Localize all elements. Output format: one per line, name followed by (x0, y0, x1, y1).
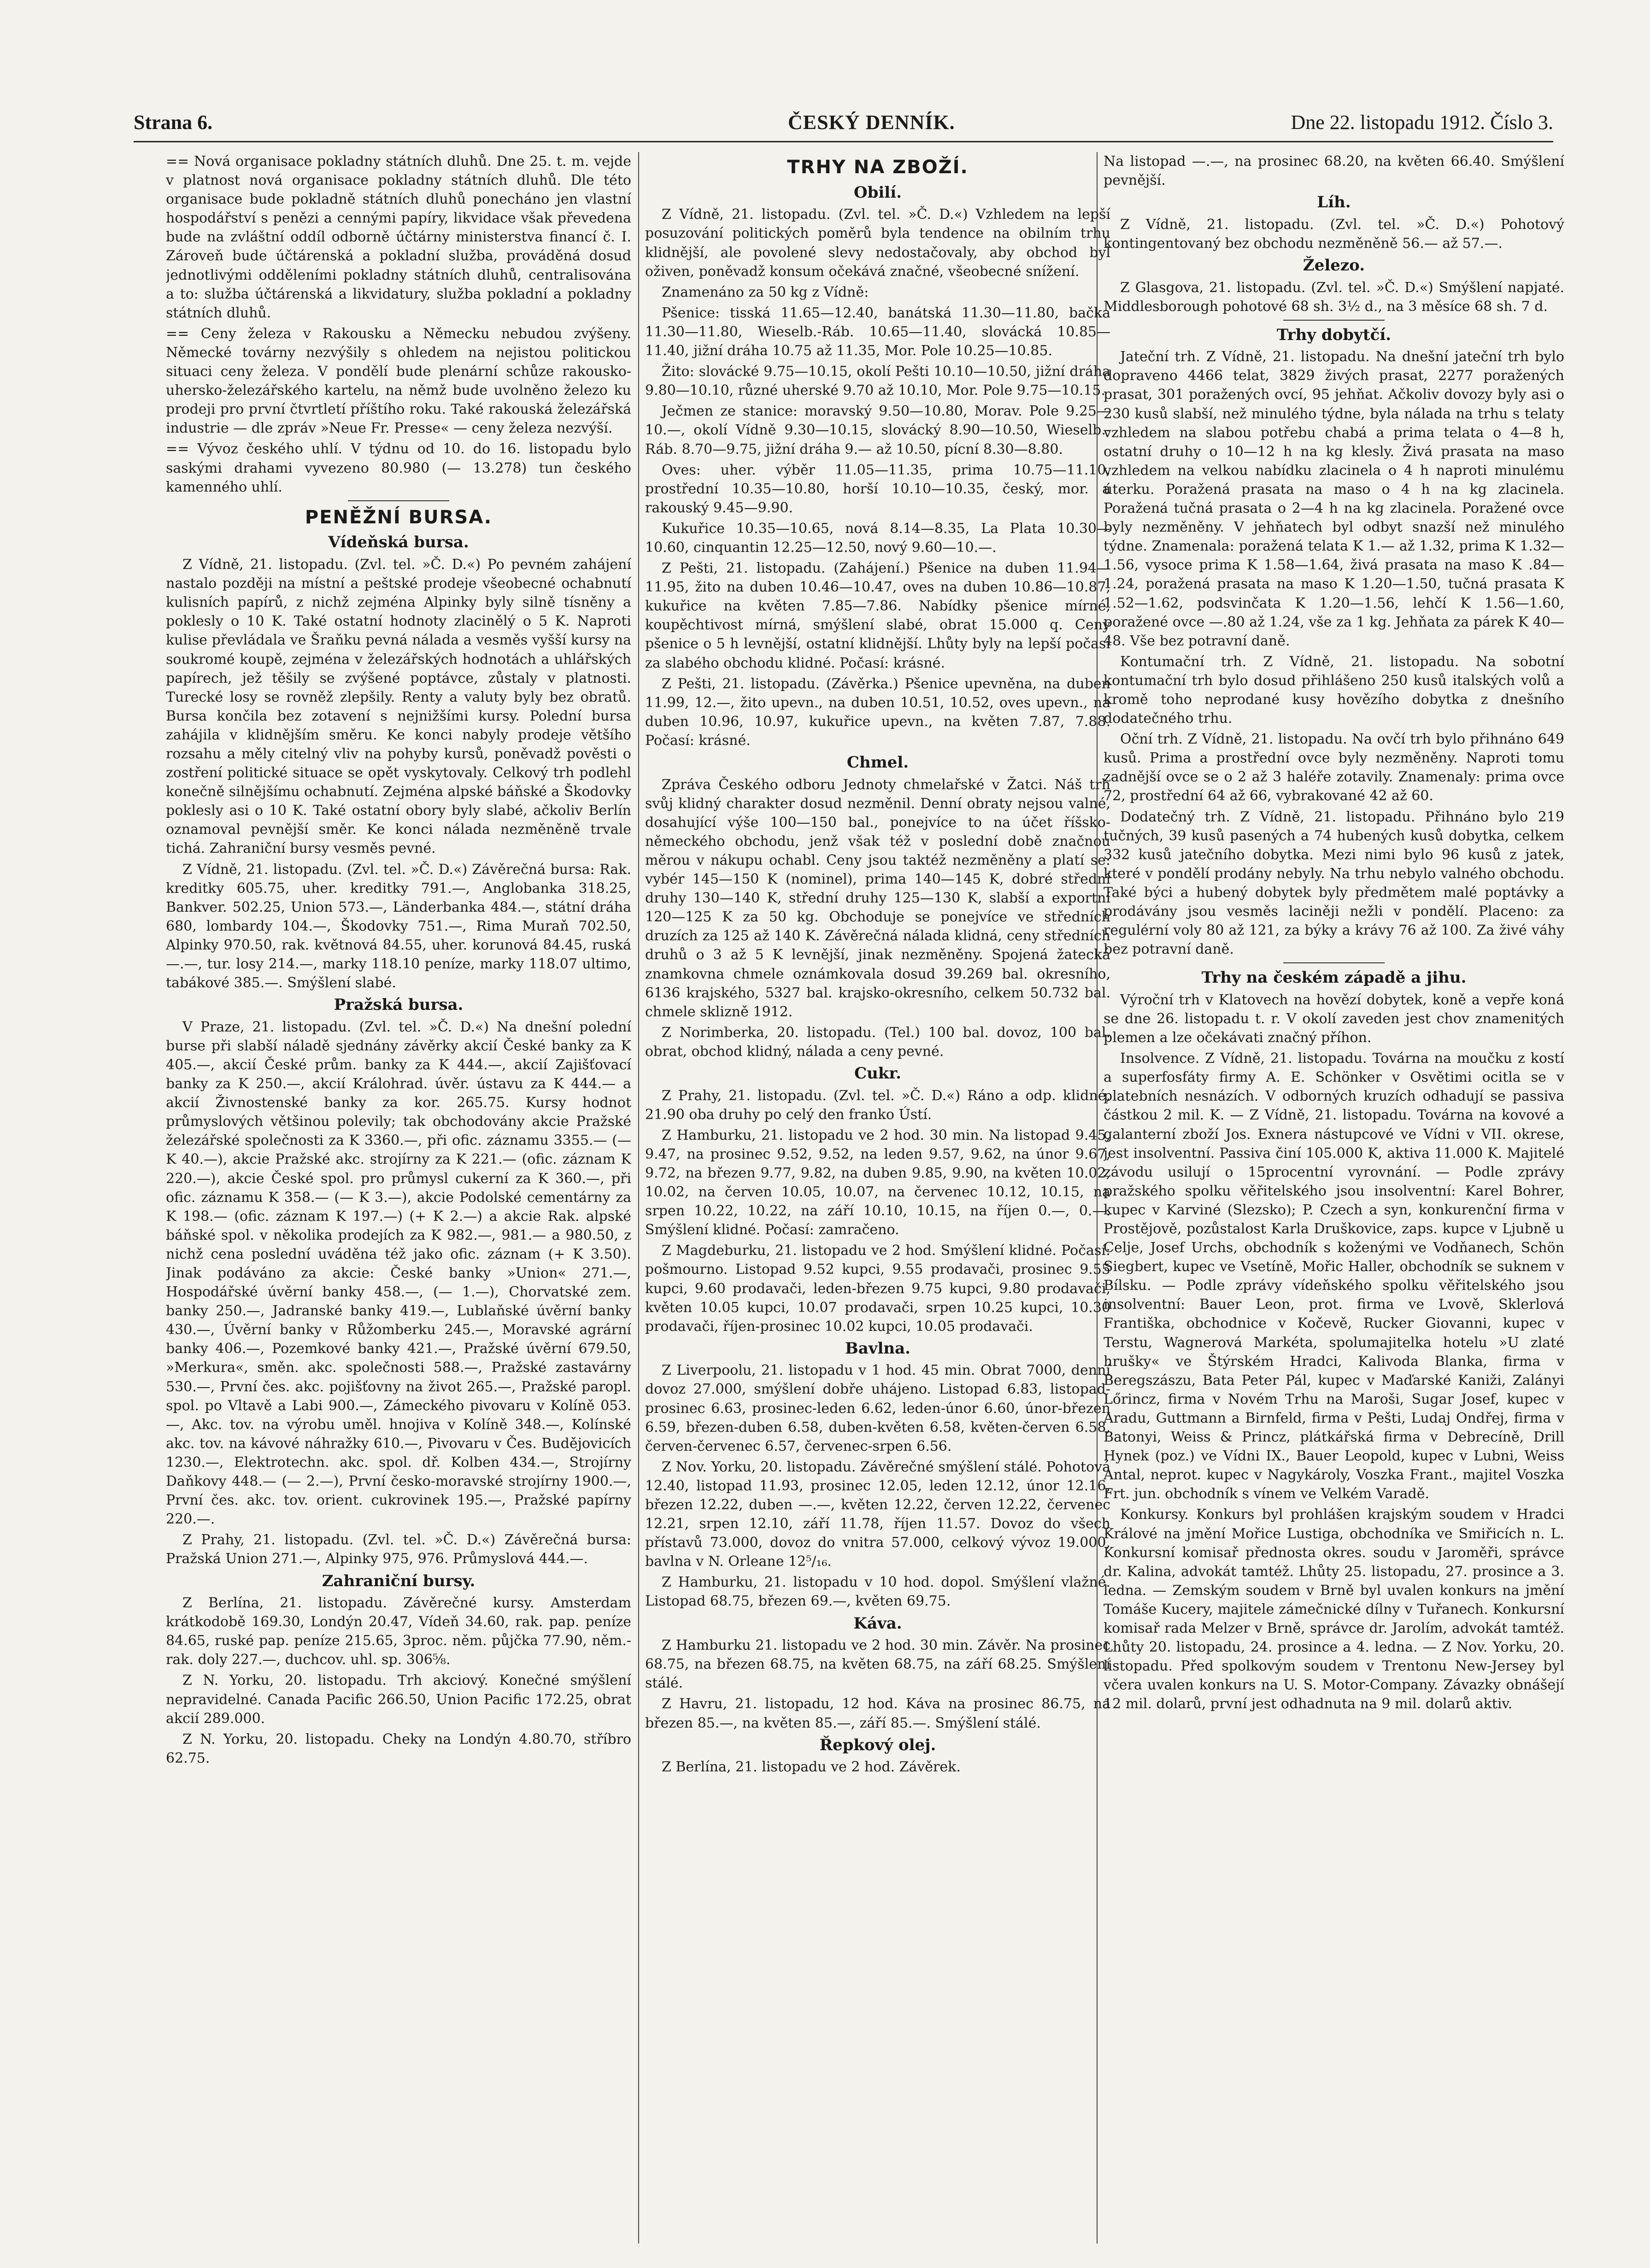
section-heading-commodity-markets: TRHY NA ZBOŽÍ. (787, 157, 969, 178)
column-2 (645, 152, 1110, 2244)
column-divider (638, 152, 639, 2244)
hops-nuremberg: Z Norimberka, 20. listopadu. (Tel.) 100 bal. dovoz, 100 bal. obrat, obchod klidný, nálada a ceny pevné. (645, 1024, 1110, 1060)
grain-quoted: Znamenáno za 50 kg z Vídně: (662, 284, 869, 300)
report-new-york-2: Z N. Yorku, 20. listopadu. Cheky na Londýn 4.80.70, stříbro 62.75. (166, 1731, 631, 1766)
subheading-hops: Chmel. (846, 753, 909, 772)
cattle-quarantine: Kontumační trh. Z Vídně, 21. listopadu. Na sobotní kontumační trh bylo dosud přihlášeno 250 kusů italských volů a kromě toho neprodané kusy hovězího dobytka z dnešního dodatečného trhu. (1104, 653, 1564, 727)
cattle-sheep: Oční trh. Z Vídně, 21. listopadu. Na ovčí trh bylo přihnáno 649 kusů. Prima a prostřední ovce byly nezměněny. Naproti tomu zadnější ovce se o 2 až 3 haléře zotavily. Znamenaly: prima ovce 72, prostřední 64 až 66, vybrakované 42 až 60. (1104, 731, 1564, 804)
section-divider (1283, 962, 1385, 963)
sugar-prague: Z Prahy, 21. listopadu. (Zvl. tel. »Č. D.«) Ráno a odp. klidné, 21.90 oba druhy po celý den franko Ústí. (645, 1087, 1110, 1123)
coffee-hamburg: Z Hamburku 21. listopadu ve 2 hod. 30 min. Závěr. Na prosinec 68.75, na březen 68.75, na květen 68.75, na září 68.25. Smýšlení stálé. (645, 1637, 1110, 1692)
report-berlin: Z Berlína, 21. listopadu. Závěrečné kursy. Amsterdam krátkodobě 169.30, Londýn 20.47, Vídeň 34.60, rak. pap. peníze 84.65, ruské pap. peníze 215.65, 3proc. něm. půjčka 77.90, něm.-rak. doly 227.—, duchcov. uhl. sp. 306⅝. (166, 1595, 631, 1668)
cattle-slaughter: Jateční trh. Z Vídně, 21. listopadu. Na dnešní jateční trh bylo dopraveno 4466 telat, 3829 živých prasat, 2277 poražených prasat, 301 poražených ovcí, 95 jehňat. Ačkoliv dovozy byly asi o 230 kusů slabší, než minulého týdne, byla nálada na trhu s telaty vzhledem na slabou potřebu chabá a prima telata o 4—8 h, ostatní druhy o 10—12 h na kg klesly. Živá prasata na maso vzhledem na velkou nabídku zlacinela o 4 h naproti minulému úterku. Poražená prasata na maso o 4 h na kg zlacinela. Poražená tučná prasata o 2—4 h na kg zlacinela. Poražené ovce byly nezměněny. V jehňatech byl odbyt snazší než minulého týdne. Znamenala: poražená telata K 1.— až 1.32, prima K 1.32—1.56, vysoce prima K 1.58—1.64, živá prasata na maso K .84—1.24, poražená prasata na maso K 1.20—1.50, tučná prasata K 1.52—1.62, podsvinčata K 1.20—1.56, lehčí K 1.56—1.60, poražené ovce —.80 až 1.24, vše za 1 kg. Jehňata za párek K 40—48. Vše bez potravní daně. (1104, 349, 1564, 649)
grain-pest-open: Z Pešti, 21. listopadu. (Zahájení.) Pšenice na duben 11.94—11.95, žito na duben 10.46—10.47, oves na duben 10.86—10.87, kukuřice na květen 7.85—7.86. Nabídky pšenice mírné, koupěchtivost mírná, smýšlení slabé, obrat 15.000 q. Ceny pšenice o 5 h levnější, ostatní klidnější. Lhůty byly na lepší počasí za slabého obchodu klidné. Počasí: krásné. (645, 560, 1110, 671)
subheading-iron: Železo. (1303, 256, 1365, 275)
rapeseed-continued: Na listopad —.—, na prosinec 68.20, na květen 66.40. Smýšlení pevnější. (1104, 153, 1564, 189)
coffee-havre: Z Havru, 21. listopadu, 12 hod. Káva na prosinec 86.75, na březen 85.—, na květen 85.—, září 85.—. Smýšlení stálé. (645, 1696, 1110, 1731)
column-3 (1104, 152, 1564, 2244)
bankruptcies: Konkursy. Konkurs byl prohlášen krajským soudem v Hradci Králové na jmění Mořice Lustiga, obchodníka ve Smiřicích n. L. Konkursní komisař přednosta okres. soudu v Jaroměři, správce dr. Kalina, advokát tamtéž. Lhůty 25. listopadu, 27. prosince a 3. ledna. — Zemským soudem v Brně byl uvalen konkurs na jmění Tomáše Kucery, majitele zámečnické dílny v Tuřanech. Konkursní komisař rada Melzer v Brně, správce dr. Jarolím, advokát tamtéž. Lhůty 20. listopadu, 24. prosince a 4. ledna. — Z Nov. Yorku, 20. listopadu. Před spolkovým soudem v Trentonu New-Jersey byl včera uvalen konkurs na U. S. Motor-Company. Závazky obnášejí 12 mil. dolarů, první jest odhadnuta na 9 mil. dolarů aktiv. (1104, 1506, 1564, 1712)
section-heading-money-exchange: PENĚŽNÍ BURSA. (305, 506, 493, 528)
subheading-prague-exchange: Pražská bursa. (334, 996, 464, 1014)
report-vienna-1: Z Vídně, 21. listopadu. (Zvl. tel. »Č. D.«) Po pevném zahájení nastalo později na místní a peštské prodeje všeobecné ochabnutí kulisních papírů, z nichž zejména Alpinky byly silně tísněny a poklesly o 10 K. Také ostatní hodnoty zlacinělý o 5 K. Naproti kulise převládala ve Šraňku pevná nálada a vesměs vyšší kursy na soukromé koupě, zejména v železářských hodnotách a uhlářských papírech, jež těšily se zvýšené poptávce, zůstaly v platnosti. Turecké losy se rovněž zlepšily. Renty a valuty byly bez obratů. Bursa končila bez zotavení s nejnižšími kursy. Polední bursa zahájila v klidnějším směru. Ke konci nabyly prodeje většího rozsahu a měly citelný vliv na pohyby kursů, poněvadž pověsti o zostření politické situace se opět vyskytovaly. Celkový trh podlehl konečně silnějšímu ochabnutí. Zejména alpské báňské a Škodovky poklesly asi o 10 K. Také ostatní obory byly slabé, ačkoliv Berlín oznamoval pevnější směr. Ke konci nálada nezměněně trvale tichá. Zahraniční bursy vesměs pevné. (166, 557, 631, 857)
spirits-vienna: Z Vídně, 21. listopadu. (Zvl. tel. »Č. D.«) Pohotový kontingentovaný bez obchodu nezměněně 56.— až 57.—. (1104, 216, 1564, 252)
sugar-magdeburg: Z Magdeburku, 21. listopadu ve 2 hod. Smýšlení klidné. Počasí: pošmourno. Listopad 9.52 kupci, 9.55 prodavači, prosinec 9.55 kupci, 9.60 prodavači, leden-březen 9.75 kupci, 9.80 prodavači, květen 10.05 kupci, 10.07 prodavači, srpen 10.25 kupci, 10.30 prodavači, říjen-prosinec 10.02 kupci, 10.05 prodavači. (645, 1242, 1110, 1335)
report-new-york-1: Z N. Yorku, 20. listopadu. Trh akciový. Konečné smýšlení nepravidelné. Canada Pacific 266.50, Union Pacific 172.25, obrat akcií 289.000. (166, 1672, 631, 1727)
subheading-west-south-markets: Trhy na českém západě a jihu. (1201, 968, 1467, 987)
grain-oats: Oves: uher. výběr 11.05—11.35, prima 10.75—11.10, prostřední 10.35—10.80, horší 10.10—10.35, český, mor. a rakouský 9.45—9.90. (645, 462, 1110, 516)
grain-pest-close: Z Pešti, 21. listopadu. (Závěrka.) Pšenice upevněna, na duben 11.99, 12.—, žito upevn., na duben 10.51, 10.52, oves upevn., na duben 10.96, 10.97, kukuřice upevn., na květen 7.87, 7.88. Počasí: krásné. (645, 675, 1110, 749)
iron-glasgow: Z Glasgova, 21. listopadu. (Zvl. tel. »Č. D.«) Smýšlení napjaté. Middlesborough pohotové 68 sh. 3½ d., na 3 měsíce 68 sh. 7 d. (1104, 279, 1564, 315)
fair-klatovy: Výroční trh v Klatovech na hovězí dobytek, koně a vepře koná se dne 26. listopadu t. r. V okolí zaveden jest chov znamenitých plemen a lze očekávati značný příhon. (1104, 991, 1564, 1046)
column-1 (166, 152, 631, 2244)
subheading-cattle-markets: Trhy dobytčí. (1276, 325, 1392, 344)
article-debt-office: == Nová organisace pokladny státních dluhů. Dne 25. t. m. vejde v platnost nová organisace pokladny státních dluhů. Dle této organisace bude pokladně státních dluhů ponecháno jen vlastní hospodářství s penězi a cennými papíry, likvidace však převedena bude na zvláštní oddíl odborně účtárny ministerstva financí č. I. Zároveň bude účtárenská a pokladní služba, prováděná dosud jednotlivými odděleními pokladny státních dluhů, centralisována a to: služba účtárenská a likvidatury, služba pokladní a pokladny státních dluhů. (166, 153, 631, 321)
grain-rye: Žito: slovácké 9.75—10.15, okolí Pešti 10.10—10.50, jižní dráha 9.80—10.10, různé uherské 9.70 až 10.10, Mor. Pole 9.75—10.15. (645, 363, 1110, 399)
grain-corn: Kukuřice 10.35—10.65, nová 8.14—8.35, La Plata 10.30—10.60, cinquantin 12.25—12.50, nový 9.60—10.—. (645, 520, 1110, 556)
grain-barley: Ječmen ze stanice: moravský 9.50—10.80, Morav. Pole 9.25—10.—, okolí Vídně 9.30—10.15, slovácký 8.90—10.50, Wieselb.-Ráb. 8.70—9.75, jižní dráha 9.— až 10.50, pícní 8.30—8.80. (645, 403, 1110, 457)
report-vienna-2: Z Vídně, 21. listopadu. (Zvl. tel. »Č. D.«) Závěrečná bursa: Rak. kreditky 605.75, uher. kreditky 791.—, Anglobanka 318.25, Bankver. 502.25, Union 573.—, Länderbanka 484.—, státní dráha 680, lombardy 104.—, Škodovky 751.—, Rima Muraň 702.50, Alpinky 970.50, rak. květnová 84.55, uher. korunová 84.45, ruská —.—, tur. losy 214.—, marky 118.10 peníze, marky 118.07 ultimo, tabákové 385.—. Smýšlení slabé. (166, 861, 631, 991)
sugar-hamburg: Z Hamburku, 21. listopadu ve 2 hod. 30 min. Na listopad 9.45, 9.47, na prosinec 9.52, 9.52, na leden 9.57, 9.62, na únor 9.67, 9.72, na březen 9.77, 9.82, na duben 9.85, 9.90, na květen 10.02, 10.02, na červen 10.05, 10.07, na červenec 10.12, 10.15, na srpen 10.22, 10.22, na září 10.10, 10.15, na říjen 0.—, 0.—. Smýšlení klidné. Počasí: zamračeno. (645, 1127, 1110, 1238)
masthead-title: ČESKÝ DENNÍK. (788, 111, 955, 134)
subheading-grain: Obilí. (854, 183, 902, 202)
subheading-coffee: Káva. (853, 1614, 902, 1633)
article-iron-prices: == Ceny železa v Rakousku a Německu nebudou zvýšeny. Německé továrny nezvýšily s ohledem na nejistou politickou situaci ceny železa. V pondělí bude plenární schůze rakousko-uhersko-železářského kartelu, na němž bude uvolněno železo ku prodeji pro první čtvrtletí příštího roku. Také rakouská železářská industrie — dle zpráv »Neue Fr. Presse« — ceny železa nezvýší. (166, 325, 631, 437)
subheading-foreign-exchanges: Zahraniční bursy. (322, 1571, 476, 1590)
section-divider (348, 500, 449, 501)
rapeseed-berlin: Z Berlína, 21. listopadu ve 2 hod. Závěrek. (662, 1759, 961, 1776)
grain-vienna: Z Vídně, 21. listopadu. (Zvl. tel. »Č. D.«) Vzhledem na lepší posuzování politických poměrů byla tendence na obilním trhu klidnější, ale povolené slevy nedostačovaly, aby obchod byl oživen, poněvadž konsum očekává značné, všeobecné snížení. (645, 206, 1110, 280)
subheading-spirits: Líh. (1317, 193, 1351, 212)
grain-wheat: Pšenice: tisská 11.65—12.40, banátská 11.30—11.80, bačka 11.30—11.80, Wieselb.-Ráb. 10.65—11.40, slovácká 10.85—11.40, jižní dráha 10.75 až 11.35, Mor. Pole 10.25—10.85. (645, 305, 1110, 359)
page-header (134, 111, 1553, 145)
report-prague-1: V Praze, 21. listopadu. (Zvl. tel. »Č. D.«) Na dnešní polední burse při slabší náladě sjednány závěrky akcií České banky za K 405.—, akcií České prům. banky za K 444.—, akcií Zajišťovací banky za K 250.—, akcií Králohrad. úvěr. ústavu za K 444.— a akcií Živnostenské banky za kor. 265.75. Kursy hodnot průmyslových většinou polevily; tak obchodovány akcie Pražské železářské společnosti za K 3360.—, při ofic. záznamu 3355.— (— K 40.—), akcie Pražské akc. strojírny za K 221.— (ofic. záznam K 220.—), akcie České spol. pro průmysl cukerní za K 360.—, při ofic. záznamu K 358.— (— K 3.—), akcie Podolské cementárny za K 198.— (ofic. záznam K 197.—) (+ K 2.—) a akcie Rak. alpské báňské spol. v několika prodejích za K 982.—, 981.— a 980.50, z nichž cena poslední uváděna též jako ofic. záznam (+ K 3.50). Jinak podáváno za akcie: České banky »Union« 271.—, Hospodářské úvěrní banky 458.—, (— 1.—), Chorvatské zem. banky 250.—, Jadranské banky 419.—, Lublaňské úvěrní banky 430.—, Úvěrní banky v Růžomberku 245.—, Moravské agrární banky 406.—, Pozemkové banky 421.—, Pražské úvěrní 679.50, »Merkura«, směn. akc. společnosti 588.—, Pražské zastavárny 530.—, První čes. akc. pojišťovny na život 265.—, Pražské paropl. spol. po Vltavě a Labi 900.—, Zámeckého pivovaru v Kolíně 053.—, Akc. tov. na výrobu uměl. hnojiva v Kolíně 348.—, Kolínské akc. tov. na kávové náhražky 610.—, Pivovaru v Čes. Budějovicích 1230.—, Elektrotechn. akc. spol. dř. Kolben 434.—, Strojírny Daňkovy 448.— (— 2.—), První česko-moravské strojírny 1900.—, První čes. akc. tov. orient. cukrovinek 195.—, Pražské papírny 220.—. (166, 1019, 631, 1528)
insolvencies: Insolvence. Z Vídně, 21. listopadu. Továrna na moučku z kostí a superfosfáty firmy A. E. Schönker v Osvětimi ocitla se v platebních nesnázích. V odborných kruzích odhadují se passiva částkou 2 mil. K. — Z Vídně, 21. listopadu. Továrna na kovové a galanterní zboží Jos. Exnera nástupcové ve Vídni v VII. okrese, jest insolventní. Passiva činí 105.000 K, aktiva 11.000 K. Majitelé závodu usilují o 15procentní vyrovnání. — Podle zprávy pražského spolku věřitelského jsou insolventní: Karel Bohrer, kupec v Karviné (Slezsko); P. Czech a syn, konkurenční firma v Prostějově, pozůstalost Karla Druškovice, zaps. kupce v Ljubně u Celje, Josef Urchs, obchodník s koženými ve Vodňanech, Schön Siegbert, kupec ve Vsetíně, Mořic Haller, obchodník se suknem v Bílsku. — Podle zprávy vídeňského spolku věřitelského jsou insolventní: Bauer Leon, prot. firma ve Lvově, Sklerlová Františka, obchodnice v Kočevě, Rucker Giovanni, kupec v Terstu, Wagnerová Markéta, spolumajitelka hotelu »U zlaté hrušky« ve Štýrském Hradci, Kalivoda Blanka, firma v Beregszászu, Bata Peter Pál, kupec v Maďarské Kaniži, Zalányi Lőrincz, firma v Novém Trhu na Maroši, Sugar Josef, kupec v Aradu, Guttmann a Birnfeld, firma v Pešti, Ludaj Ondřej, firma v Batonyi, Weiss & Princz, plátkářská firma v Debrecíně, Drill Hynek (poz.) ve Vídni IX., Bauer Leopold, kupec v Lubni, Weiss Antal, neprot. kupec v Nagykároly, Voszka Frant., majitel Voszka Frt. jun. obchodník s vínem ve Velkém Varadě. (1104, 1050, 1564, 1502)
subheading-cotton: Bavlna. (845, 1339, 911, 1358)
cotton-new-york: Z Nov. Yorku, 20. listopadu. Závěrečné smýšlení stálé. Pohotová 12.40, listopad 11.93, prosinec 12.05, leden 12.12, únor 12.16, březen 12.22, duben —.—, květen 12.22, červen 12.22, červenec 12.21, srpen 12.10, září 11.78, říjen 11.57. Dovoz do všech přístavů 73.000, dovoz do vnitra 57.000, celkový vývoz 19.000, bavlna v N. Orleane 12⁵/₁₆. (645, 1459, 1110, 1570)
subheading-sugar: Cukr. (854, 1064, 901, 1083)
section-divider (1283, 320, 1385, 321)
issue-date: Dne 22. listopadu 1912. Číslo 3. (1291, 111, 1553, 134)
article-coal-export: == Vývoz českého uhlí. V týdnu od 10. do 16. listopadu bylo saskými drahami vyvezeno 80.980 (— 13.278) tun českého kamenného uhlí. (166, 441, 631, 495)
cotton-liverpool: Z Liverpoolu, 21. listopadu v 1 hod. 45 min. Obrat 7000, denní dovoz 27.000, smýšlení dobře uhájeno. Listopad 6.83, listopad-prosinec 6.63, prosinec-leden 6.62, leden-únor 6.60, únor-březen 6.59, březen-duben 6.58, duben-květen 6.58, květen-červen 6.58, červen-červenec 6.57, červenec-srpen 6.56. (645, 1362, 1110, 1454)
cattle-supplementary: Dodatečný trh. Z Vídně, 21. listopadu. Přihnáno bylo 219 tučných, 39 kusů pasených a 74 hubených kusů dobytka, celkem 332 kusů jatečního dobytka. Mezi nimi bylo 96 kusů z jatek, které v pondělí prodány nebyly. Na trhu nebylo valného obchodu. Také býci a hubený dobytek byly předmětem malé poptávky a prodávány jsou vesměs laciněji nežli v pondělí. Placeno: za regulérní voly 80 až 121, za býky a krávy 76 až 100. Za živé váhy bez potravní daně. (1104, 809, 1564, 958)
subheading-rapeseed-oil: Řepkový olej. (819, 1735, 936, 1754)
report-prague-2: Z Prahy, 21. listopadu. (Zvl. tel. »Č. D.«) Závěrečná bursa: Pražská Union 271.—, Alpinky 975, 976. Průmyslová 444.—. (166, 1532, 631, 1567)
page-number: Strana 6. (134, 111, 213, 134)
cotton-hamburg: Z Hamburku, 21. listopadu v 10 hod. dopol. Smýšlení vlažné. Listopad 68.75, březen 69.—, květen 69.75. (645, 1574, 1110, 1610)
hops-zatec: Zpráva Českého odboru Jednoty chmelařské v Žatci. Náš trh svůj klidný charakter dosud nezměnil. Denní obraty nejsou valné, dosahující výše 100—150 bal., ponejvíce to na účet říšsko-německého obchodu, jenž však též v poslední době značnou měrou v nákupu ochabl. Ceny jsou taktéž nezměněny a platí se: vybér 145—150 K (nominel), prima 140—145 K, dobré střední druhy 130—140 K, střední druhy 125—130 K, slabší a exportní 120—125 K za 50 kg. Obchoduje se ponejvíce ve středních druzích za 125 až 140 K. Závěrečná nálada klidná, ceny středních druhů o 3 až 5 K levnější, jinak nezměněny. Spojená žatecká znamkovna chmele oznámkovala dosud 39.269 bal. okresního, 6136 krajského, 5327 bal. krajsko-okresního, celkem 50.732 bal. chmele sklizně 1912. (645, 776, 1110, 1020)
subheading-vienna-exchange: Vídeňská bursa. (328, 533, 469, 552)
header-rule (134, 141, 1553, 142)
